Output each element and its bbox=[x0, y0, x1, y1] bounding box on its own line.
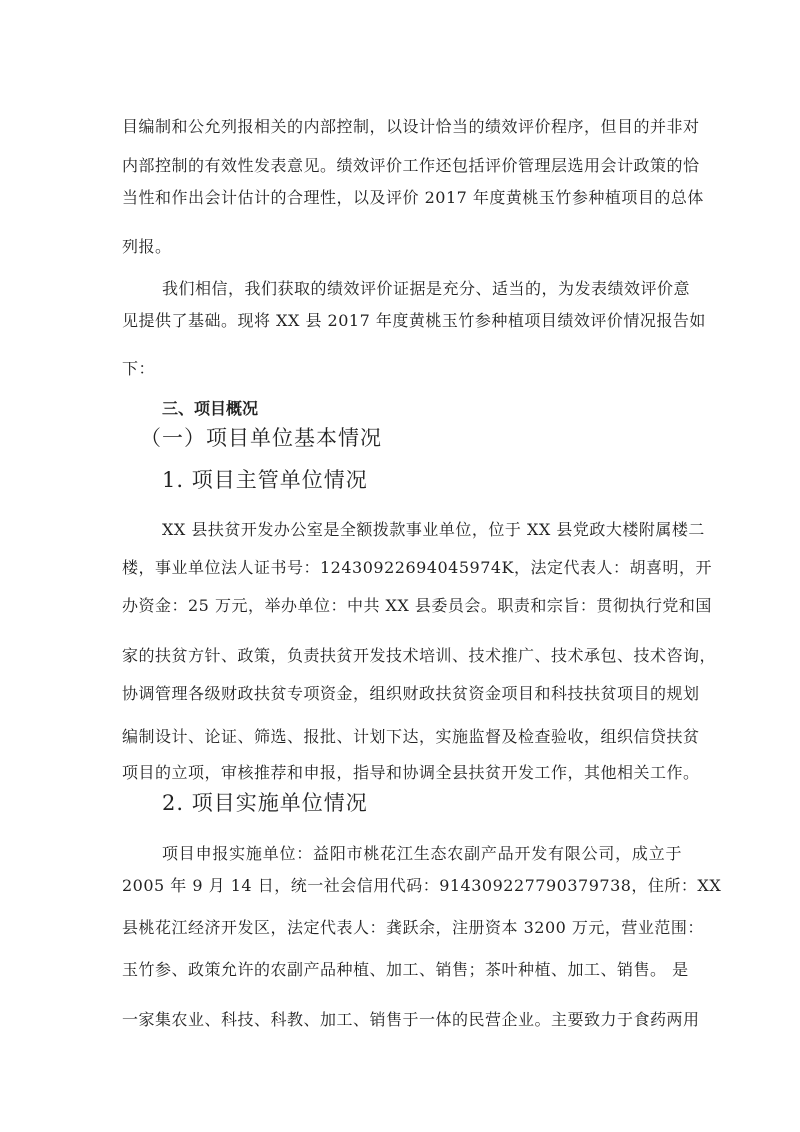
paragraph-3-line-7: 项目的立项，审核推荐和申报，指导和协调全县扶贫开发工作，其他相关工作。 bbox=[122, 763, 700, 782]
subheading-supervisor-unit: 1. 项目主管单位情况 bbox=[162, 468, 368, 492]
paragraph-4-line-1: 项目申报实施单位：益阳市桃花江生态农副产品开发有限公司，成立于 bbox=[162, 844, 682, 863]
paragraph-1-line-4: 列报。 bbox=[122, 237, 172, 256]
paragraph-4-line-5: 一家集农业、科技、科教、加工、销售于一体的民营企业。主要致力于食药两用 bbox=[122, 1010, 700, 1029]
paragraph-3-line-1: XX 县扶贫开发办公室是全额拨款事业单位，位于 XX 县党政大楼附属楼二 bbox=[162, 520, 705, 539]
paragraph-1-line-3: 当性和作出会计估计的合理性，以及评价 2017 年度黄桃玉竹参种植项目的总体 bbox=[122, 188, 704, 207]
paragraph-2-line-1: 我们相信，我们获取的绩效评价证据是充分、适当的，为发表绩效评价意 bbox=[162, 279, 691, 298]
paragraph-2-line-2: 见提供了基础。现将 XX 县 2017 年度黄桃玉竹参种植项目绩效评价情况报告如 bbox=[122, 311, 706, 330]
paragraph-1-line-2: 内部控制的有效性发表意见。绩效评价工作还包括评价管理层选用会计政策的恰 bbox=[122, 156, 700, 175]
paragraph-4-line-2: 2005 年 9 月 14 日，统一社会信用代码：914309227790379738，住所：XX bbox=[122, 876, 722, 895]
paragraph-3-line-4: 家的扶贫方针、政策，负责扶贫开发技术培训、技术推广、技术承包、技术咨询， bbox=[122, 646, 717, 665]
paragraph-4-line-3: 县桃花江经济开发区，法定代表人：龚跃余，注册资本 3200 万元，营业范围： bbox=[122, 918, 704, 937]
paragraph-3-line-5: 协调管理各级财政扶贫专项资金，组织财政扶贫资金项目和科技扶贫项目的规划 bbox=[122, 684, 700, 703]
paragraph-3-line-2: 楼，事业单位法人证书号：12430922694045974K，法定代表人：胡喜明，开 bbox=[122, 558, 713, 577]
subheading-unit-info: （一）项目单位基本情况 bbox=[140, 426, 382, 450]
subheading-implementing-unit: 2. 项目实施单位情况 bbox=[162, 791, 368, 815]
paragraph-3-line-3: 办资金：25 万元，举办单位：中共 XX 县委员会。职责和宗旨：贯彻执行党和国 bbox=[122, 596, 712, 615]
paragraph-2-line-3: 下： bbox=[122, 359, 156, 378]
paragraph-3-line-6: 编制设计、论证、筛选、报批、计划下达，实施监督及检查验收，组织信贷扶贫 bbox=[122, 727, 700, 746]
paragraph-4-line-4: 玉竹参、政策允许的农副产品种植、加工、销售；茶叶种植、加工、销售。 是 bbox=[122, 960, 689, 979]
section-heading: 三、项目概况 bbox=[162, 399, 259, 418]
paragraph-1-line-1: 目编制和公允列报相关的内部控制，以设计恰当的绩效评价程序，但目的并非对 bbox=[122, 117, 700, 136]
